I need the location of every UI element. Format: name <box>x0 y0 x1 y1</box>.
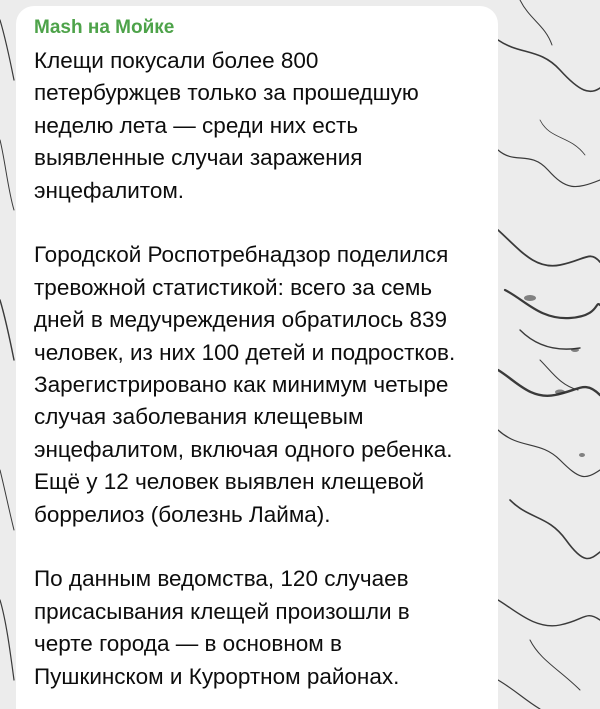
message-line: человек, из них 100 детей и подростков. <box>34 339 456 365</box>
message-paragraph <box>34 239 480 531</box>
message-paragraph <box>34 563 480 693</box>
message-line: Пушкинском и Курортном районах. <box>34 663 400 689</box>
message-line: случая заболевания клещевым <box>34 404 364 430</box>
message-bubble[interactable] <box>16 6 498 709</box>
message-line: присасывания клещей произошли в <box>34 598 410 624</box>
message-line: энцефалитом. <box>34 177 185 203</box>
message-line: Клещи покусали более 800 <box>34 48 319 73</box>
message-line: петербуржцев только за прошедшую <box>34 80 419 106</box>
message-line: неделю лета — среди них есть <box>34 112 359 138</box>
message-line: Городской Роспотребнадзор поделился <box>34 242 449 268</box>
message-line: выявленные случаи заражения <box>34 145 363 171</box>
message-line: черте города — в основном в <box>34 631 342 657</box>
message-line: дней в медучреждения обратилось 839 <box>34 307 448 333</box>
message-line: По данным ведомства, 120 случаев <box>34 566 409 592</box>
paragraph-gap <box>34 531 480 563</box>
message-line: Зарегистрировано как минимум четыре <box>34 372 449 398</box>
message-line: энцефалитом, включая одного ребенка. <box>34 436 453 462</box>
message-line: боррелиоз (болезнь Лайма). <box>34 501 331 527</box>
message-line: тревожной статистикой: всего за семь <box>34 274 433 300</box>
message-line: Ещё у 12 человек выявлен клещевой <box>34 469 425 495</box>
channel-name[interactable]: Mash на Мойке <box>34 17 175 38</box>
paragraph-gap <box>34 207 480 239</box>
message-paragraph <box>34 45 480 207</box>
